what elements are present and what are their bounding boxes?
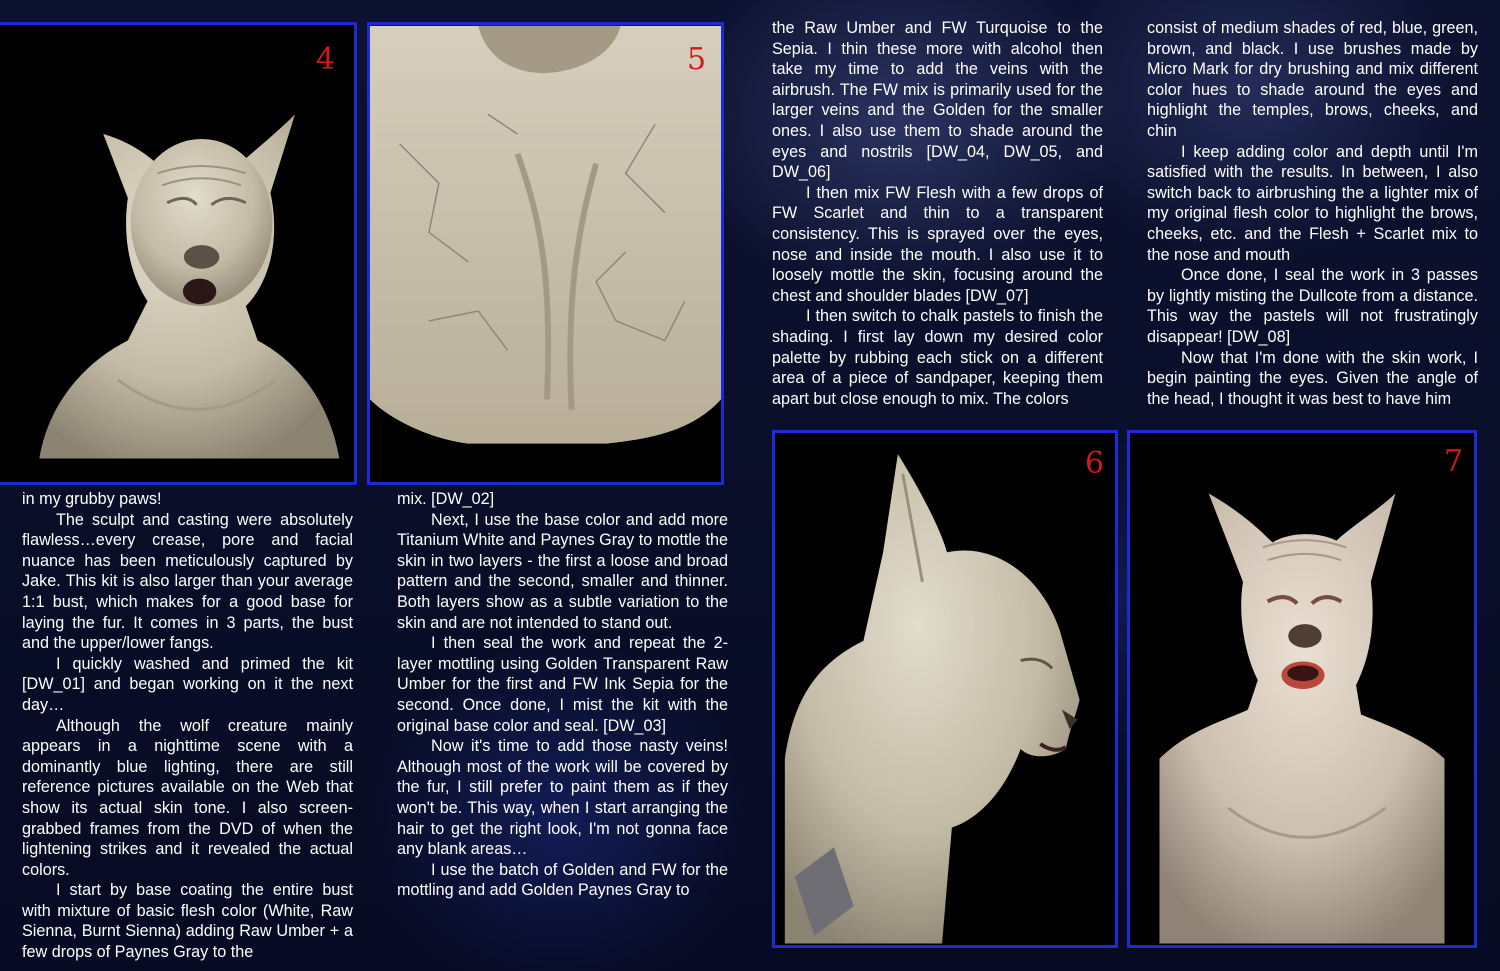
photo-number: 4 bbox=[316, 42, 336, 77]
text-column-4 bbox=[1147, 18, 1478, 409]
neck-closeup-illustration bbox=[370, 25, 721, 482]
paragraph: Once done, I seal the work in 3 passes by lightly misting the Dullcote from a distance. This way the pastels will not frustratingly disappear! [DW_08] bbox=[1147, 266, 1478, 346]
photo-bust-side bbox=[772, 430, 1118, 948]
paragraph: I quickly washed and primed the kit [DW_01] and began working on it the next day… bbox=[22, 654, 353, 714]
paragraph: in my grubby paws! bbox=[22, 490, 162, 508]
paragraph: mix. [DW_02] bbox=[397, 490, 495, 508]
photo-number: 6 bbox=[1085, 446, 1105, 481]
bust-side-illustration bbox=[775, 433, 1115, 945]
text-column-2 bbox=[397, 489, 728, 901]
paragraph: I keep adding color and depth until I'm satisfied with the results. In between, I also switch back to airbrushing the a lighter mix of my original flesh color to highlight the brows, cheeks, etc. and the Flesh + Scarlet mix to the nose and mouth bbox=[1147, 142, 1478, 264]
paragraph: I then switch to chalk pastels to finish the shading. I first lay down my desired color palette by rubbing each stick on a different area of a piece of sandpaper, keeping them apart but close enough to mix. The colors bbox=[772, 307, 1103, 408]
paragraph: Now that I'm done with the skin work, I begin painting the eyes. Given the angle of the head, I thought it was best to have him bbox=[1147, 348, 1478, 408]
photo-number: 5 bbox=[687, 42, 707, 77]
photo-number: 7 bbox=[1444, 444, 1464, 479]
paragraph: I use the batch of Golden and FW for the mottling and add Golden Paynes Gray to bbox=[397, 860, 728, 900]
photo-bust-front bbox=[0, 22, 357, 485]
paragraph: Now it's time to add those nasty veins! Although most of the work will be covered by the fur, I still prefer to paint them as if they won't be. This way, when I start arranging the hair to get the right look, I'm not gonna face any blank areas… bbox=[397, 737, 728, 859]
paragraph: consist of medium shades of red, blue, green, brown, and black. I use brushes made by Micro Mark for dry brushing and mix different color hues to shade around the eyes and highlight the temples, brows, cheeks, and chin bbox=[1147, 19, 1478, 140]
paragraph: I then mix FW Flesh with a few drops of FW Scarlet and thin to a transparent consistency. This is sprayed over the eyes, nose and inside the mouth. I also use it to loosely mottle the skin, focusing around the chest and shoulder blades [DW_07] bbox=[772, 183, 1103, 305]
bust-front-illustration bbox=[0, 25, 354, 482]
paragraph: Next, I use the base color and add more Titanium White and Paynes Gray to mottle the skin in two layers - the first a loose and broad pattern and the second, smaller and thinner. Both layers show as a subtle variation to the skin and are not intended to stand out. bbox=[397, 510, 728, 632]
paragraph: I then seal the work and repeat the 2-layer mottling using Golden Transparent Raw Umber for the first and FW Ink Sepia for the second. Once done, I mist the kit with the original base color and seal. [DW_03] bbox=[397, 634, 728, 735]
paragraph: The sculpt and casting were absolutely flawless…every crease, pore and facial nuance has been meticulously captured by Jake. This kit is also larger than your average 1:1 bust, which makes for a good base for laying the fur. It comes in 3 parts, the bust and the upper/lower fangs. bbox=[22, 510, 353, 653]
paragraph: I start by base coating the entire bust with mixture of basic flesh color (White, Raw Sienna, Burnt Sienna) adding Raw Umber + a few drops of Paynes Gray to the bbox=[22, 881, 353, 962]
text-column-3 bbox=[772, 18, 1103, 409]
paragraph: Although the wolf creature mainly appears in a nighttime scene with a dominantly blue lighting, there are still reference pictures available on the Web that show its actual skin tone. I also screen-grabbed frames from the DVD of when the lightening strikes and it revealed the actual colors. bbox=[22, 716, 353, 879]
text-column-1 bbox=[22, 489, 353, 963]
bust-front-painted-illustration bbox=[1130, 433, 1474, 945]
photo-neck-closeup bbox=[367, 22, 724, 485]
paragraph: the Raw Umber and FW Turquoise to the Sepia. I thin these more with alcohol then take my time to add the veins with the airbrush. The FW mix is primarily used for the larger veins and the Golden for the smaller ones. I also use them to shade around the eyes and nostrils [DW_04, DW_05, and DW_06] bbox=[772, 19, 1103, 182]
photo-bust-front-painted bbox=[1127, 430, 1477, 948]
